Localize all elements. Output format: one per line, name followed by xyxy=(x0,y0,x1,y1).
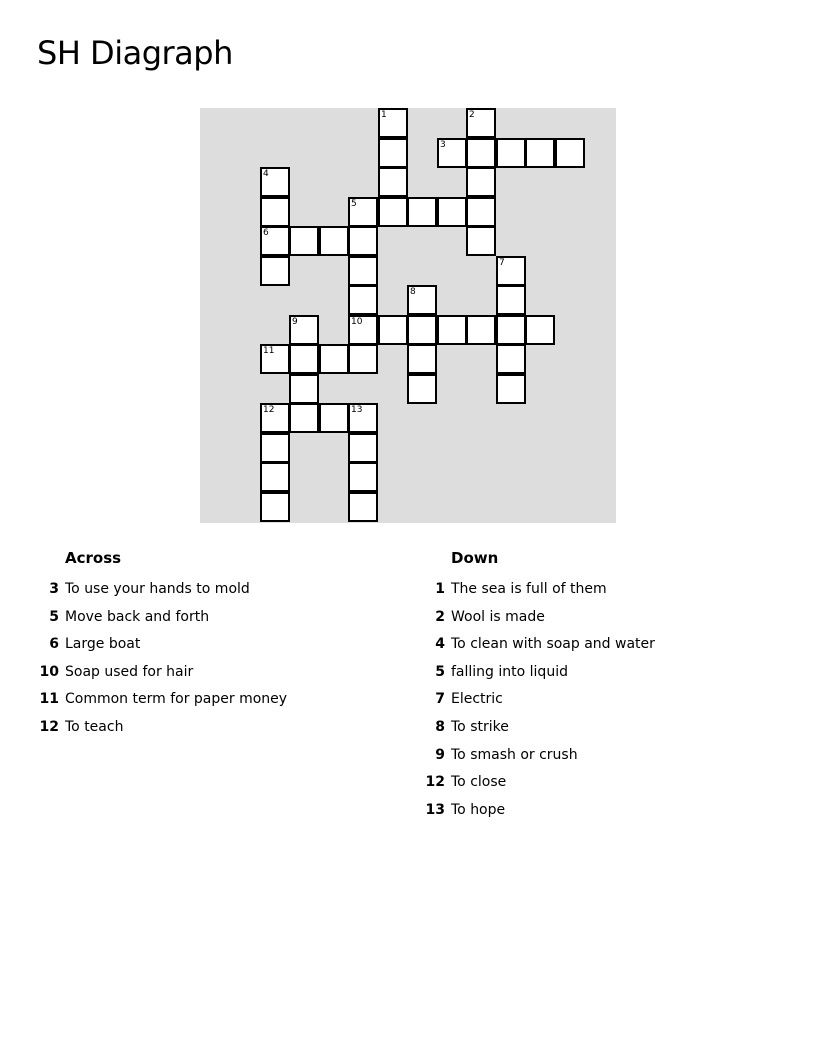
down-clue xyxy=(423,769,793,797)
crossword-cell[interactable] xyxy=(260,226,290,256)
crossword-cell[interactable] xyxy=(260,256,290,286)
crossword-cell[interactable] xyxy=(319,344,349,374)
across-clue xyxy=(37,714,397,742)
down-clue xyxy=(423,742,793,770)
crossword-cell[interactable] xyxy=(496,344,526,374)
down-clue xyxy=(423,797,793,825)
crossword-cell[interactable] xyxy=(348,256,378,286)
crossword-cell[interactable] xyxy=(260,462,290,492)
cell-number: 9 xyxy=(292,317,298,327)
crossword-cell[interactable] xyxy=(496,315,526,345)
crossword-cell[interactable] xyxy=(437,197,467,227)
clue-number: 5 xyxy=(435,663,445,680)
crossword-cell[interactable] xyxy=(437,315,467,345)
crossword-cell[interactable] xyxy=(260,344,290,374)
crossword-cell[interactable] xyxy=(289,403,319,433)
crossword-cell[interactable] xyxy=(260,433,290,463)
clue-number: 4 xyxy=(435,636,445,653)
crossword-cell[interactable] xyxy=(378,138,408,168)
across-clue xyxy=(37,631,397,659)
crossword-cell[interactable] xyxy=(260,492,290,522)
crossword-cell[interactable] xyxy=(348,403,378,433)
crossword-cell[interactable] xyxy=(378,315,408,345)
cell-number: 3 xyxy=(440,140,446,150)
crossword-cell[interactable] xyxy=(466,197,496,227)
down-heading: Down xyxy=(451,549,499,567)
clue-text: The sea is full of them xyxy=(451,581,607,597)
crossword-cell[interactable] xyxy=(378,197,408,227)
clue-text: Large boat xyxy=(65,636,141,653)
crossword-cell[interactable] xyxy=(319,226,349,256)
cell-number: 10 xyxy=(351,317,363,327)
crossword-grid xyxy=(200,108,616,523)
clue-number: 7 xyxy=(435,691,445,708)
cell-number: 1 xyxy=(381,110,387,120)
crossword-cell[interactable] xyxy=(348,226,378,256)
clue-text: To close xyxy=(451,774,507,791)
clue-number: 11 xyxy=(39,691,59,708)
clue-number: 10 xyxy=(39,663,59,680)
crossword-cell[interactable] xyxy=(496,285,526,315)
clue-number: 1 xyxy=(435,581,445,597)
cell-number: 12 xyxy=(263,405,275,415)
crossword-cell[interactable] xyxy=(407,197,437,227)
crossword-cell[interactable] xyxy=(496,138,526,168)
crossword-cell[interactable] xyxy=(466,315,496,345)
crossword-cell[interactable] xyxy=(348,315,378,345)
crossword-cell[interactable] xyxy=(319,403,349,433)
crossword-cell[interactable] xyxy=(555,138,585,168)
crossword-cell[interactable] xyxy=(407,344,437,374)
crossword-cell[interactable] xyxy=(466,226,496,256)
clue-text: Soap used for hair xyxy=(65,663,194,680)
crossword-cell[interactable] xyxy=(289,344,319,374)
down-clue-list xyxy=(423,576,793,824)
crossword-cell[interactable] xyxy=(525,315,555,345)
clue-text: To hope xyxy=(451,801,506,818)
crossword-cell[interactable] xyxy=(289,315,319,345)
across-heading: Across xyxy=(65,549,122,567)
crossword-cell[interactable] xyxy=(348,197,378,227)
crossword-cell[interactable] xyxy=(466,167,496,197)
crossword-cell[interactable] xyxy=(348,433,378,463)
cell-number: 5 xyxy=(351,199,357,209)
cell-number: 8 xyxy=(410,287,416,297)
crossword-cell[interactable] xyxy=(348,344,378,374)
crossword-cell[interactable] xyxy=(260,197,290,227)
down-clue xyxy=(423,714,793,742)
crossword-cell[interactable] xyxy=(378,108,408,138)
down-clue xyxy=(423,576,793,604)
crossword-cell[interactable] xyxy=(260,167,290,197)
clue-text: Electric xyxy=(451,691,503,708)
crossword-cell[interactable] xyxy=(289,226,319,256)
cell-number: 2 xyxy=(469,110,475,120)
clue-number: 8 xyxy=(435,718,445,735)
across-clue-list xyxy=(37,576,397,742)
clue-text: Common term for paper money xyxy=(65,691,288,708)
down-clue xyxy=(423,631,793,659)
cell-number: 13 xyxy=(351,405,363,415)
cell-number: 7 xyxy=(499,258,505,268)
crossword-cell[interactable] xyxy=(260,403,290,433)
crossword-cell[interactable] xyxy=(437,138,467,168)
clue-number: 5 xyxy=(49,608,59,625)
crossword-cell[interactable] xyxy=(348,285,378,315)
clue-text: To strike xyxy=(451,718,509,735)
across-clue xyxy=(37,604,397,632)
down-clues xyxy=(423,546,793,824)
clue-text: To clean with soap and water xyxy=(451,636,655,653)
crossword-cell[interactable] xyxy=(407,374,437,404)
crossword-cell[interactable] xyxy=(466,138,496,168)
crossword-cell[interactable] xyxy=(407,285,437,315)
cell-number: 6 xyxy=(263,228,269,238)
clue-number: 6 xyxy=(49,636,59,653)
cell-number: 4 xyxy=(263,169,269,179)
clue-text: falling into liquid xyxy=(451,663,568,680)
crossword-cell[interactable] xyxy=(466,108,496,138)
clue-number: 3 xyxy=(49,581,59,597)
across-clues xyxy=(37,546,397,742)
down-clue xyxy=(423,604,793,632)
clue-text: To teach xyxy=(65,718,124,735)
page-title: SH Diagraph xyxy=(37,34,233,72)
crossword-cell[interactable] xyxy=(378,167,408,197)
clue-number: 12 xyxy=(425,774,445,791)
cell-number: 11 xyxy=(263,346,275,356)
clue-text: Wool is made xyxy=(451,608,545,625)
crossword-cell[interactable] xyxy=(407,315,437,345)
across-clue xyxy=(37,659,397,687)
crossword-cell[interactable] xyxy=(348,492,378,522)
across-clue xyxy=(37,576,397,604)
clue-text: Move back and forth xyxy=(65,608,210,625)
down-clue xyxy=(423,686,793,714)
crossword-cell[interactable] xyxy=(496,256,526,286)
crossword-cell[interactable] xyxy=(348,462,378,492)
crossword-cell[interactable] xyxy=(496,374,526,404)
clue-number: 12 xyxy=(39,718,59,735)
crossword-cell[interactable] xyxy=(525,138,555,168)
clue-text: To smash or crush xyxy=(451,746,578,763)
clue-number: 9 xyxy=(435,746,445,763)
clue-number: 13 xyxy=(425,801,445,818)
crossword-cell[interactable] xyxy=(289,374,319,404)
clue-number: 2 xyxy=(435,608,445,625)
clue-text: To use your hands to mold xyxy=(65,581,250,597)
across-clue xyxy=(37,686,397,714)
down-clue xyxy=(423,659,793,687)
